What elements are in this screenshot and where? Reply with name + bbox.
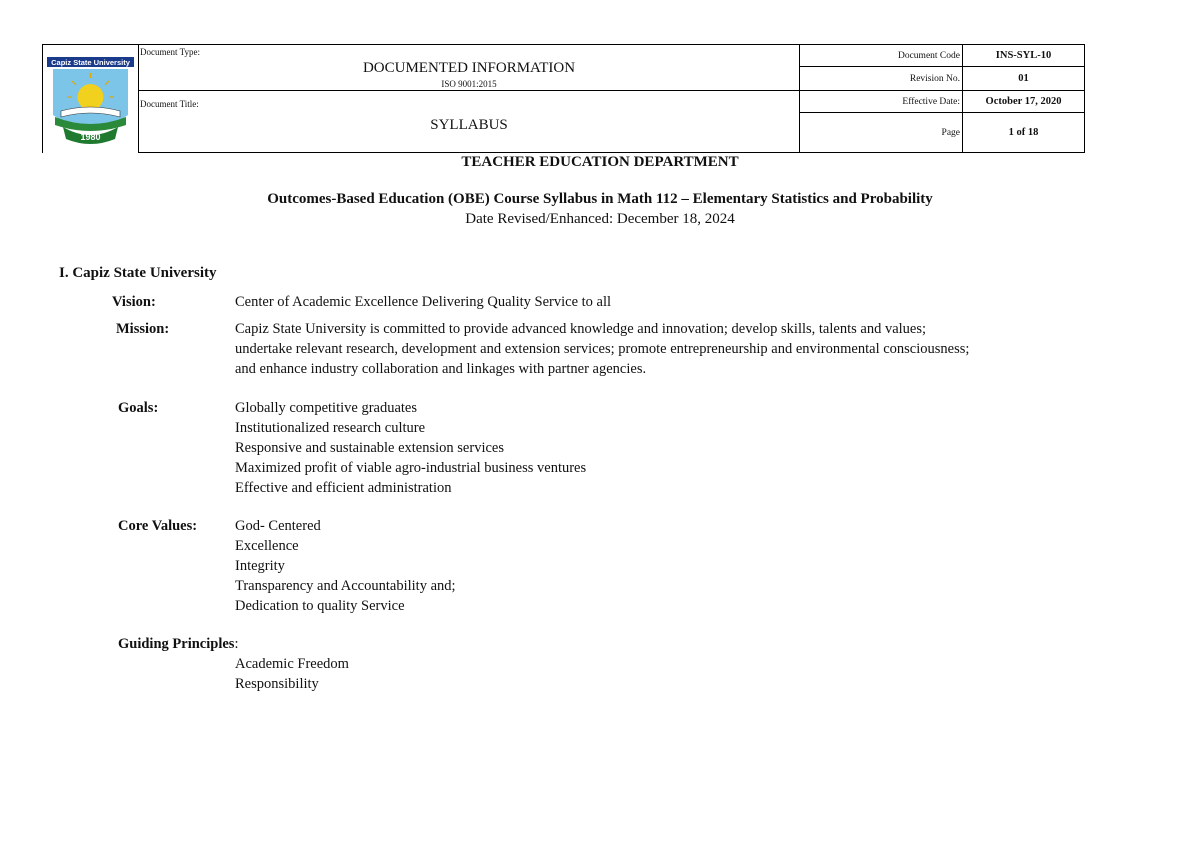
document-code-value: INS-SYL-10: [963, 45, 1085, 67]
iso-standard: ISO 9001:2015: [441, 79, 497, 89]
document-type-value: DOCUMENTED INFORMATION: [362, 60, 576, 76]
vision-text: Center of Academic Excellence Delivering Quality Service to all: [235, 294, 612, 310]
core-value-item: Integrity: [235, 558, 285, 574]
logo-top-text: Capiz State University: [51, 58, 130, 67]
document-type-label: Document Type:: [140, 47, 200, 57]
department-title: TEACHER EDUCATION DEPARTMENT: [461, 154, 739, 170]
goals-label: Goals:: [118, 400, 159, 416]
revision-no-value: 01: [963, 67, 1085, 91]
goal-item: Globally competitive graduates: [235, 400, 418, 416]
page-value: 1 of 18: [963, 113, 1085, 153]
guiding-principles-heading: [118, 636, 238, 653]
effective-date-value: October 17, 2020: [963, 91, 1085, 113]
date-revised: Date Revised/Enhanced: December 18, 2024: [465, 211, 735, 227]
vision-label: Vision:: [112, 294, 156, 310]
document-header: [42, 44, 1085, 153]
revision-no-label: Revision No.: [800, 67, 963, 91]
guiding-principles-colon: :: [234, 636, 239, 652]
core-value-item: Excellence: [235, 538, 299, 554]
mission-line: undertake relevant research, development and extension services; promote entrepreneurship and environmental consciousness;: [235, 341, 970, 357]
goal-item: Maximized profit of viable agro-industrial business ventures: [235, 460, 587, 476]
document-type-cell: [139, 45, 800, 91]
goal-item: Effective and efficient administration: [235, 480, 452, 496]
mission-label: Mission:: [116, 321, 170, 337]
goal-item: Responsive and sustainable extension services: [235, 440, 504, 456]
document-title-cell: [139, 91, 800, 153]
guiding-principle-item: Responsibility: [235, 676, 319, 692]
document-code-label: Document Code: [800, 45, 963, 67]
university-logo: [43, 45, 138, 153]
logo-cell: [43, 45, 139, 153]
guiding-principle-item: Academic Freedom: [235, 656, 349, 672]
guiding-principles-label: Guiding Principles: [118, 636, 235, 652]
logo-year: 1980: [80, 132, 101, 142]
effective-date-label: Effective Date:: [800, 91, 963, 113]
core-values-label: Core Values:: [118, 518, 198, 534]
core-value-item: Transparency and Accountability and;: [235, 578, 456, 594]
document-title-label: Document Title:: [140, 99, 199, 109]
document-title-value: SYLLABUS: [430, 117, 508, 133]
course-title: Outcomes-Based Education (OBE) Course Syllabus in Math 112 – Elementary Statistics and Probability: [267, 191, 933, 207]
section-heading: I. Capiz State University: [59, 265, 217, 281]
page-label: Page: [800, 113, 963, 153]
core-value-item: God- Centered: [235, 518, 321, 534]
core-value-item: Dedication to quality Service: [235, 598, 405, 614]
goal-item: Institutionalized research culture: [235, 420, 426, 436]
mission-line: and enhance industry collaboration and linkages with partner agencies.: [235, 361, 647, 377]
mission-line: Capiz State University is committed to provide advanced knowledge and innovation; develop skills, talents and values;: [235, 321, 927, 337]
